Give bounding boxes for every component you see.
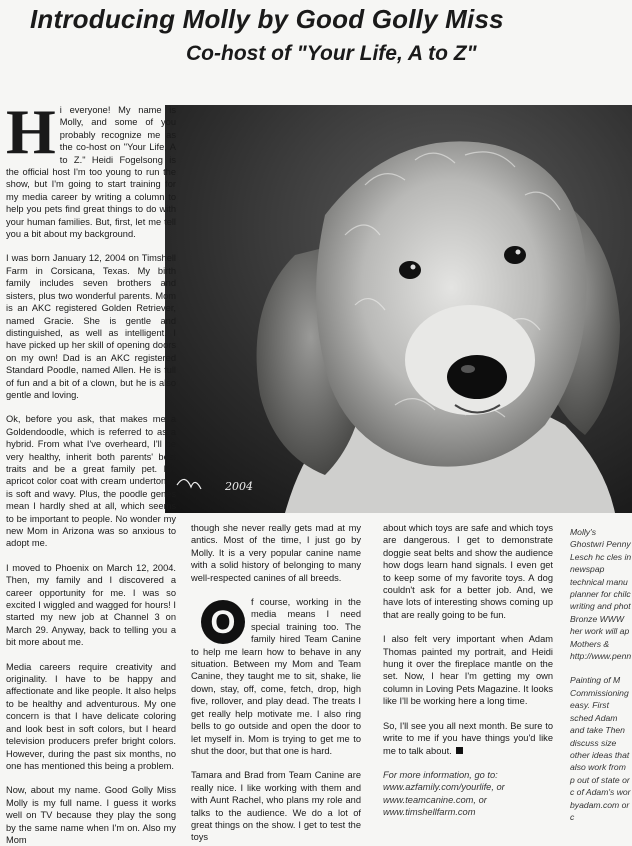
paragraph-text: So, I'll see you all next month. Be sure to write to me if you have things you'd like me to talk about. <box>383 720 553 756</box>
paragraph: I moved to Phoenix on March 12, 2004. Then, my family and I discovered a career opportunity for me. I was so excited I wiggled and wagged for hours! I started my new job at Channel 3 on March 29. Anyway, back to telling you a bit more about me. <box>6 562 176 648</box>
end-of-article-mark <box>456 747 463 754</box>
drop-cap-h: H <box>6 96 56 167</box>
drop-cap-o: O <box>201 600 245 644</box>
info-link[interactable]: www.timshellfarm.com <box>383 807 476 818</box>
more-info-label: For more information, go to: <box>383 769 498 780</box>
article-headline: Introducing Molly by Good Golly Miss <box>30 4 504 34</box>
sidebar-column <box>570 526 632 830</box>
dog-portrait-illustration <box>165 105 632 513</box>
paragraph: I also felt very important when Adam Thomas painted my portrait, and Heidi hung it over the fireplace mantle on the set. Now, I hear I'm getting my own column in Loving Pets Magazine. It looks like I'll be working here a long time. <box>383 634 553 707</box>
paragraph: I was born January 12, 2004 on Timshell Farm in Corsicana, Texas. My birth family includes seven brothers and sisters, plus two wonderful parents. Mom is an AKC registered Golden Retriever, named Gracie. She is gentle and distinguished, as well as intelligent. I have picked up her skill of opening doors on my own! Dad is an AKC registered Standard Poodle, named Allen. He is full of fun and a bit of a clown, but he is also gentle and loving. <box>6 253 176 400</box>
article-column-3 <box>383 522 553 830</box>
article-column-2 <box>191 522 361 843</box>
photo-signature-year: 2004 <box>225 480 253 493</box>
paragraph: about which toys are safe and which toys are dangerous. I get to demonstrate doggie seat belts and show the audience how dogs learn hand signals. I even get to keep some of my favorite toys. A dog couldn't ask for a better job. And, we have lots of interesting shows coming up that are really going to be fun. <box>383 523 553 620</box>
paragraph: Media careers require creativity and originality. I have to be happy and affectionate and like people. It also helps to be healthy and adventurous. My one concern is that I have delicate coloring and look best in soft colors, but I heard television producers prefer bright colors. However, during the past six months, no one has mentioned this being a problem. <box>6 661 176 771</box>
author-bio: Molly's Ghostwri Penny Lesch hc cles in newspap technical manu planner for chilc writing and phot Bronze WWW her work will ap Mothers & http://www.penn <box>570 527 632 662</box>
training-paragraph <box>191 596 361 757</box>
paragraph: Ok, before you ask, that makes me a Goldendoodle, which is referred to as a hybrid. From what I've overheard, I'll be very healthy, inherit both parents' best traits and be a great family pet. My apricot color coat with cream undertones is soft and wavy. Plus, the poodle genes mean I hardly shed at all, which seems to be important to people. No wonder my new Mom in Arizona was so anxious to adopt me. <box>6 414 176 549</box>
portrait-info: Painting of M Commissioning easy. First sched Adam and take Then discuss size other ideas that also work from p out of state or c of Adam's wor byadam.com or c <box>570 675 631 822</box>
dog-portrait-photo <box>165 105 632 513</box>
paragraph-text: i everyone! My name is Molly, and some of you probably recognize me as the co-host on "Your Life, A to Z." Heidi Fogelsong is the official host I'm too young to run the show, but I'm going to start training for my media career by writing a column to help you pets find great things to do with your human families. But, first, let me tell you a bit about my background. <box>6 105 176 240</box>
more-info-block <box>383 769 553 819</box>
intro-paragraph <box>6 96 176 240</box>
article-subhead: Co-host of "Your Life, A to Z" <box>186 42 477 65</box>
closing-paragraph <box>383 720 553 757</box>
paragraph: though she never really gets mad at my antics. Most of the time, I just go by Molly. It is a very popular canine name with a solid history of belonging to many well-respected canines of all breeds. <box>191 523 361 583</box>
article-column-1 <box>6 96 176 845</box>
paragraph: Tamara and Brad from Team Canine are really nice. I like working with them and with Aunt Rachel, who plans my role and talks to the audience. We do a lot of great things on the show. I get to test the toys <box>191 770 361 843</box>
info-link[interactable]: www.teamcanine.com, or <box>383 794 487 805</box>
paragraph: Now, about my name. Good Golly Miss Molly is my full name. I guess it works well on TV because they play the song by the same name when I'm on. Also my Mom <box>6 785 176 845</box>
info-link[interactable]: www.azfamily.com/yourlife, or <box>383 782 505 793</box>
paragraph-text: f course, working in the media means I need special training too. The family hired Team Canine to help me learn how to behave in any situation. Between my Mom and Team Canine, they taught me to sit, shake, lie down, stay, off, come, fetch, drop, high five, rollover, and play dead. The treats I get really help motivate me. I also ring bells to go outside and open the door to let myself in. Mom is trying to get me to shut the door, but that one is hard. <box>191 597 361 756</box>
